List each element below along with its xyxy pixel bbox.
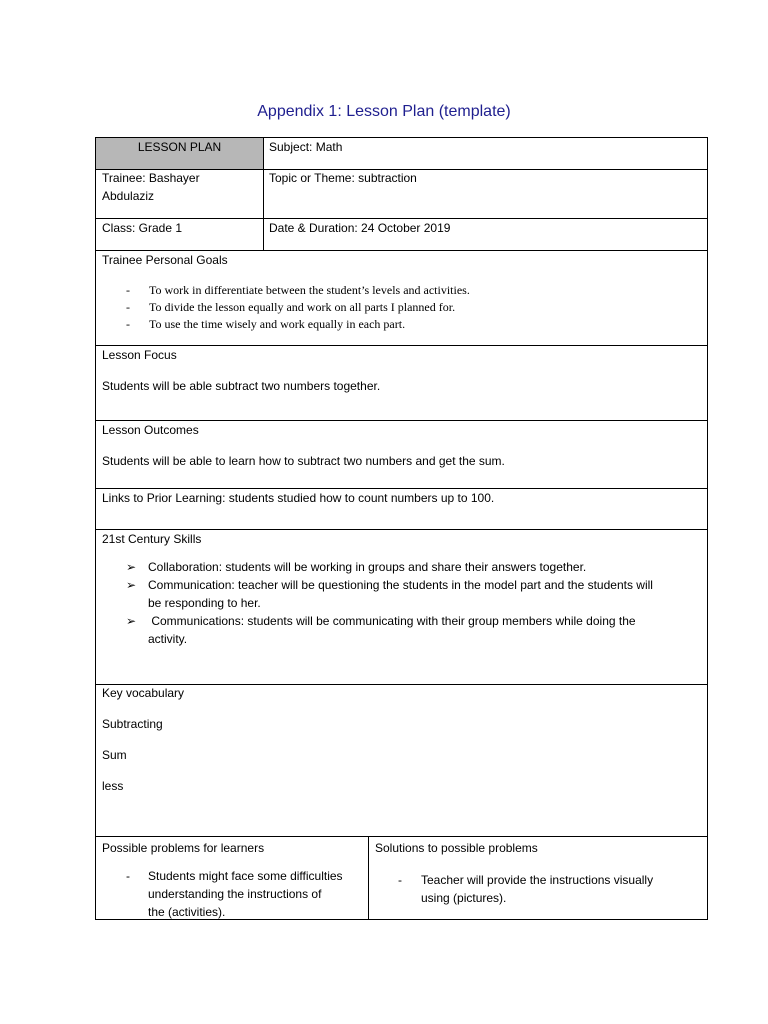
arrow-bullet-icon: ➢ xyxy=(126,560,137,574)
column-divider xyxy=(368,836,369,920)
personal-goals-label: Trainee Personal Goals xyxy=(102,253,228,267)
arrow-bullet-icon: ➢ xyxy=(126,578,137,592)
class-field: Class: Grade 1 xyxy=(102,221,183,235)
skill-item-line: activity. xyxy=(148,632,188,646)
goal-item: To divide the lesson equally and work on all parts I planned for. xyxy=(149,300,456,314)
problem-line: the (activities). xyxy=(148,905,226,919)
lesson-outcomes-label: Lesson Outcomes xyxy=(102,423,199,437)
goal-bullet: - xyxy=(126,317,130,331)
trainee-field-line2: Abdulaziz xyxy=(102,189,155,203)
skill-item-line: be responding to her. xyxy=(148,596,261,610)
column-divider xyxy=(263,138,264,250)
goal-bullet: - xyxy=(126,283,130,297)
vocabulary-word: Subtracting xyxy=(102,717,163,731)
page-title: Appendix 1: Lesson Plan (template) xyxy=(257,103,511,120)
prior-learning-text: Links to Prior Learning: students studied how to count numbers up to 100. xyxy=(102,491,495,505)
solution-line: using (pictures). xyxy=(421,891,507,905)
subject-field: Subject: Math xyxy=(269,140,343,154)
problem-bullet: - xyxy=(126,869,130,883)
solution-line: Teacher will provide the instructions visually xyxy=(421,873,654,887)
arrow-bullet-icon: ➢ xyxy=(126,614,137,628)
row-divider xyxy=(96,345,707,346)
vocabulary-word: less xyxy=(102,779,124,793)
problems-label: Possible problems for learners xyxy=(102,841,265,855)
goal-bullet: - xyxy=(126,300,130,314)
lesson-focus-text: Students will be able subtract two numbers together. xyxy=(102,379,381,393)
date-duration-field: Date & Duration: 24 October 2019 xyxy=(269,221,451,235)
trainee-field-line1: Trainee: Bashayer xyxy=(102,171,200,185)
lesson-plan-label: LESSON PLAN xyxy=(137,140,222,154)
topic-field: Topic or Theme: subtraction xyxy=(269,171,417,185)
goal-item: To work in differentiate between the student’s levels and activities. xyxy=(149,283,470,297)
lesson-outcomes-text: Students will be able to learn how to subtract two numbers and get the sum. xyxy=(102,454,505,468)
vocabulary-label: Key vocabulary xyxy=(102,686,185,700)
skill-item-line: Communication: teacher will be questioning the students in the model part and the students will xyxy=(148,578,653,592)
skill-item-line: Communications: students will be communicating with their group members while doing the xyxy=(148,614,636,628)
problem-line: Students might face some difficulties xyxy=(148,869,343,883)
row-divider xyxy=(96,836,707,837)
solution-bullet: - xyxy=(398,873,402,887)
goal-item: To use the time wisely and work equally in each part. xyxy=(149,317,406,331)
vocabulary-word: Sum xyxy=(102,748,127,762)
row-divider xyxy=(96,684,707,685)
problem-line: understanding the instructions of xyxy=(148,887,322,901)
skills-label: 21st Century Skills xyxy=(102,532,202,546)
lesson-plan-table xyxy=(95,137,708,920)
solutions-label: Solutions to possible problems xyxy=(375,841,538,855)
lesson-focus-label: Lesson Focus xyxy=(102,348,177,362)
skill-item-line: Collaboration: students will be working in groups and share their answers together. xyxy=(148,560,587,574)
